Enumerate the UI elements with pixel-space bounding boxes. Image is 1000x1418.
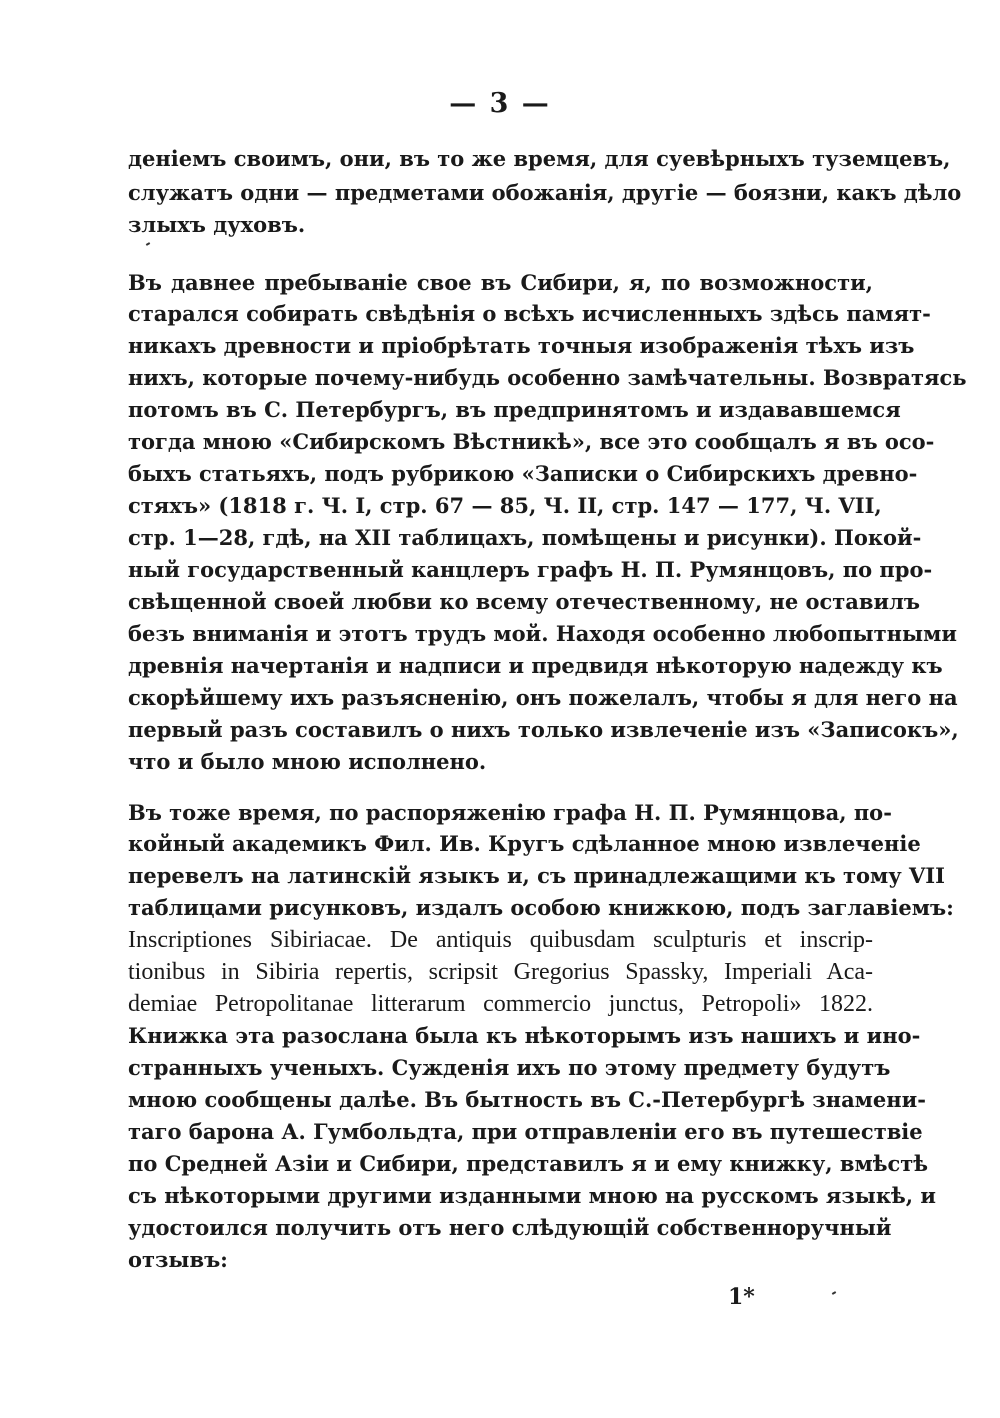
text-line: скорѣйшему ихъ разъясненію, онъ пожелалъ, чтобы я для него на	[128, 685, 958, 710]
ink-speck	[832, 1291, 836, 1295]
text-line: тогда мною «Сибирскомъ Вѣстникѣ», все это сообщалъ я въ осо-	[128, 429, 935, 454]
text-line: tionibus in Sibiria repertis, scripsit Gregorius Spassky, Imperiali Aca-	[128, 959, 873, 985]
text-line: demiae Petropolitanae litterarum commercio junctus, Petropoli» 1822.	[128, 991, 873, 1017]
text-line: потомъ въ С. Петербургъ, въ предпринятомъ и издававшемся	[128, 397, 901, 422]
text-line: стр. 1—28, гдѣ, на XII таблицахъ, помѣщены и рисунки). Покой-	[128, 525, 922, 550]
text-line: никахъ древности и пріобрѣтать точныя изображенія тѣхъ изъ	[128, 333, 915, 358]
text-line: быхъ статьяхъ, подъ рубрикою «Записки о Сибирскихъ древно-	[128, 461, 918, 486]
text-line: деніемъ своимъ, они, въ то же время, для суевѣрныхъ туземцевъ,	[128, 146, 951, 171]
text-line: служатъ одни — предметами обожанія, другіе — боязни, какъ дѣло	[128, 180, 962, 205]
text-line: Книжка эта разослана была къ нѣкоторымъ изъ нашихъ и ино-	[128, 1023, 921, 1048]
text-line: странныхъ ученыхъ. Сужденія ихъ по этому предмету будутъ	[128, 1055, 891, 1080]
ink-speck	[146, 242, 150, 246]
text-line: таблицами рисунковъ, издалъ особою книжкою, подъ заглавіемъ:	[128, 895, 954, 920]
text-line: злыхъ духовъ.	[128, 212, 306, 237]
text-line: Inscriptiones Sibiriacae. De antiquis quibusdam sculpturis et inscrip-	[128, 927, 873, 953]
text-line: удостоился получить отъ него слѣдующій собственноручный	[128, 1215, 892, 1240]
text-line: отзывъ:	[128, 1247, 228, 1272]
text-line: древнія начертанія и надписи и предвидя нѣкоторую надежду къ	[128, 653, 943, 678]
signature-mark: 1*	[728, 1284, 755, 1310]
text-line: Въ тоже время, по распоряженію графа Н. П. Румянцова, по-	[128, 800, 892, 825]
text-line: стяхъ» (1818 г. Ч. I, стр. 67 — 85, Ч. II, стр. 147 — 177, Ч. VII,	[128, 493, 882, 518]
text-line: мною сообщены далѣе. Въ бытность въ С.-Петербургѣ знамени-	[128, 1087, 926, 1112]
text-line: нихъ, которые почему-нибудь особенно замѣчательны. Возвратясь	[128, 365, 967, 390]
text-line: Въ давнее пребываніе свое въ Сибири, я, по возможности,	[128, 270, 873, 295]
text-line: съ нѣкоторыми другими изданными мною на русскомъ языкѣ, и	[128, 1183, 936, 1208]
text-line: ный государственный канцлеръ графъ Н. П. Румянцовъ, по про-	[128, 557, 933, 582]
page-number: — 3 —	[449, 88, 551, 119]
text-line: старался собирать свѣдѣнія о всѣхъ исчисленныхъ здѣсь памят-	[128, 301, 931, 326]
text-line: первый разъ составилъ о нихъ только извлеченіе изъ «Записокъ»,	[128, 717, 959, 742]
text-line: что и было мною исполнено.	[128, 749, 487, 774]
text-line: свѣщенной своей любви ко всему отечественному, не оставилъ	[128, 589, 920, 614]
text-line: койный академикъ Фил. Ив. Кругъ сдѣланное мною извлеченіе	[128, 831, 921, 856]
text-line: безъ вниманія и этотъ трудъ мой. Находя особенно любопытными	[128, 621, 957, 646]
text-line: перевелъ на латинскій языкъ и, съ принадлежащими къ тому VII	[128, 863, 945, 888]
text-line: таго барона А. Гумбольдта, при отправленіи его въ путешествіе	[128, 1119, 923, 1144]
text-line: по Средней Азіи и Сибири, представилъ я и ему книжку, вмѣстѣ	[128, 1151, 929, 1176]
